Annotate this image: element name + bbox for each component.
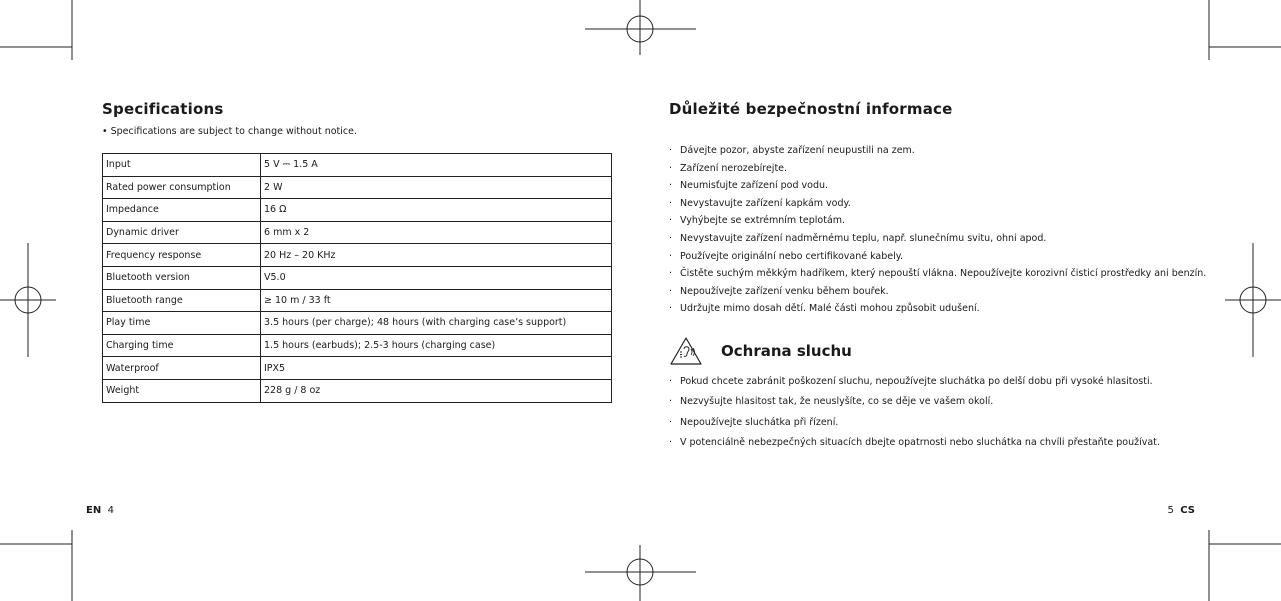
safety-item-text: Používejte originální nebo certifikované kabely. — [680, 250, 904, 262]
spec-value: 6 mm x 2 — [261, 221, 612, 244]
bullet: · — [669, 375, 673, 387]
spec-value: 16 Ω — [261, 199, 612, 222]
safety-item-text: Neumisťujte zařízení pod vodu. — [680, 180, 829, 192]
bullet: · — [669, 396, 673, 408]
registration-target-left — [0, 243, 56, 357]
bullet: · — [669, 437, 673, 449]
bullet: · — [669, 180, 673, 192]
spec-value: 3.5 hours (per charge); 48 hours (with charging case’s support) — [261, 312, 612, 335]
safety-item — [669, 230, 1229, 248]
safety-item — [669, 265, 1229, 283]
safety-item — [669, 142, 1229, 160]
safety-item — [669, 248, 1229, 266]
spec-label: Bluetooth range — [103, 289, 261, 312]
safety-item-text: Nepoužívejte zařízení venku během bouřek. — [680, 285, 889, 297]
spec-value: IPX5 — [261, 357, 612, 380]
spec-row — [103, 379, 612, 402]
hearing-warning-icon — [669, 336, 703, 366]
safety-item — [669, 212, 1229, 230]
footer-right — [1168, 505, 1195, 516]
spec-label: Waterproof — [103, 357, 261, 380]
spec-value: ≥ 10 m / 33 ft — [261, 289, 612, 312]
spec-row — [103, 199, 612, 222]
hearing-item-text: Nezvyšujte hlasitost tak, že neuslyšíte, co se děje ve vašem okolí. — [680, 396, 994, 408]
spec-value: 228 g / 8 oz — [261, 379, 612, 402]
spec-value: 5 V ⎓ 1.5 A — [261, 154, 612, 177]
spec-label: Play time — [103, 312, 261, 335]
specifications-table — [102, 153, 612, 403]
footer-lang-cs: CS — [1180, 505, 1195, 516]
spec-label: Frequency response — [103, 244, 261, 267]
spec-label: Charging time — [103, 334, 261, 357]
bullet: · — [669, 215, 673, 227]
page-number-left: 4 — [107, 505, 114, 516]
spec-row — [103, 289, 612, 312]
safety-item-text: Udržujte mimo dosah dětí. Malé části mohou způsobit udušení. — [680, 303, 980, 315]
safety-title: Důležité bezpečnostní informace — [669, 100, 953, 118]
safety-item-text: Dávejte pozor, abyste zařízení neupustili na zem. — [680, 145, 915, 156]
bullet: · — [669, 268, 673, 280]
hearing-item — [669, 413, 1229, 434]
right-page — [669, 100, 1229, 454]
hearing-list — [669, 372, 1229, 454]
hearing-item — [669, 392, 1229, 413]
spec-value: V5.0 — [261, 266, 612, 289]
spec-label: Input — [103, 154, 261, 177]
hearing-item — [669, 372, 1229, 393]
hearing-item-text: Pokud chcete zabránit poškození sluchu, nepoužívejte sluchátka po delší dobu při vysoké hlasitosti. — [680, 375, 1153, 387]
footer-left — [86, 505, 114, 516]
spec-row — [103, 312, 612, 335]
safety-item — [669, 195, 1229, 213]
safety-item-text: Zařízení nerozebírejte. — [680, 162, 788, 174]
spec-row — [103, 154, 612, 177]
page-number-right: 5 — [1167, 505, 1174, 516]
hearing-item — [669, 433, 1229, 454]
hearing-item-text: V potenciálně nebezpečných situacích dbejte opatrnosti nebo sluchátka na chvíli přestaňte používat. — [680, 437, 1160, 449]
bullet: · — [669, 197, 673, 209]
registration-target-bottom — [585, 545, 696, 601]
spec-label: Rated power consumption — [103, 176, 261, 199]
safety-item-text: Čistěte suchým měkkým hadříkem, který nepouští vlákna. Nepoužívejte korozivní čisticí prostředky ani benzín. — [680, 268, 1207, 280]
registration-target-right — [1225, 243, 1281, 357]
registration-target-top — [585, 0, 696, 55]
spec-row — [103, 334, 612, 357]
left-page — [102, 100, 612, 403]
specifications-note: • Specifications are subject to change without notice. — [102, 126, 357, 137]
safety-item-text: Vyhýbejte se extrémním teplotám. — [680, 215, 846, 227]
spec-label: Bluetooth version — [103, 266, 261, 289]
hearing-header — [669, 334, 1229, 368]
spec-row — [103, 357, 612, 380]
spec-label: Weight — [103, 379, 261, 402]
bullet: · — [669, 250, 673, 262]
bullet: · — [669, 162, 673, 174]
spec-row — [103, 221, 612, 244]
spec-value: 1.5 hours (earbuds); 2.5-3 hours (charging case) — [261, 334, 612, 357]
safety-item-text: Nevystavujte zařízení nadměrnému teplu, např. slunečnímu svitu, ohni apod. — [680, 232, 1047, 244]
spec-label: Dynamic driver — [103, 221, 261, 244]
safety-item-text: Nevystavujte zařízení kapkám vody. — [680, 197, 851, 209]
bullet: · — [669, 303, 673, 315]
safety-list — [669, 142, 1229, 318]
bullet: · — [669, 285, 673, 297]
footer-lang-en: EN — [86, 505, 102, 516]
spec-row — [103, 176, 612, 199]
hearing-item-text: Nepoužívejte sluchátka při řízení. — [680, 416, 839, 428]
spec-label: Impedance — [103, 199, 261, 222]
hearing-title: Ochrana sluchu — [721, 341, 852, 360]
spec-value: 20 Hz – 20 KHz — [261, 244, 612, 267]
bullet: · — [669, 145, 673, 156]
safety-item — [669, 283, 1229, 301]
bullet: · — [669, 416, 673, 428]
safety-item — [669, 160, 1229, 178]
safety-item — [669, 177, 1229, 195]
bullet: · — [669, 232, 673, 244]
spec-value: 2 W — [261, 176, 612, 199]
specifications-title: Specifications — [102, 100, 224, 118]
spec-row — [103, 244, 612, 267]
spec-row — [103, 266, 612, 289]
safety-item — [669, 300, 1229, 318]
